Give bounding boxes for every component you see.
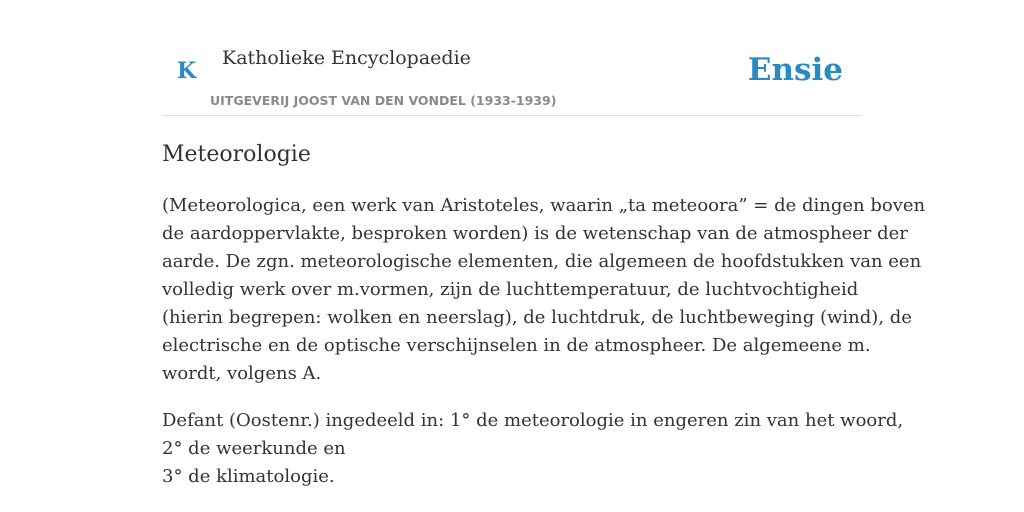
article-body bbox=[162, 192, 926, 491]
paragraph-gap bbox=[162, 388, 862, 407]
paragraph-1-line: aarde. De zgn. meteorologische elementen, die algemeen de hoofdstukken van een bbox=[162, 251, 922, 272]
paragraph-1-line: volledig werk over m.vormen, zijn de luchttemperatuur, de luchtvochtigheid bbox=[162, 279, 859, 300]
header-divider bbox=[162, 115, 862, 116]
paragraph-1-line: (Meteorologica, een werk van Aristoteles, waarin „ta meteoora” = de dingen boven bbox=[162, 195, 926, 216]
ensie-brand-link[interactable]: Ensie bbox=[747, 52, 843, 88]
paragraph-1-line: wordt, volgens A. bbox=[162, 363, 322, 384]
paragraph-2-line: 3° de klimatologie. bbox=[162, 466, 335, 487]
site-title[interactable]: Katholieke Encyclopaedie bbox=[222, 47, 471, 69]
paragraph-1-line: de aardoppervlakte, besproken worden) is de wetenschap van de atmospheer der bbox=[162, 223, 908, 244]
paragraph-1-line: (hierin begrepen: wolken en neerslag), de luchtdruk, de luchtbeweging (wind), de bbox=[162, 307, 912, 328]
paragraph-2-line: 2° de weerkunde en bbox=[162, 438, 346, 459]
logo-icon[interactable]: K bbox=[177, 58, 197, 84]
paragraph-1-line: electrische en de optische verschijnselen in de atmospheer. De algemeene m. bbox=[162, 335, 871, 356]
page-title: Meteorologie bbox=[162, 142, 311, 167]
publisher-subtitle: UITGEVERIJ JOOST VAN DEN VONDEL (1933-1939) bbox=[210, 93, 557, 108]
paragraph-2-line: Defant (Oostenr.) ingedeeld in: 1° de meteorologie in engeren zin van het woord, bbox=[162, 410, 904, 431]
